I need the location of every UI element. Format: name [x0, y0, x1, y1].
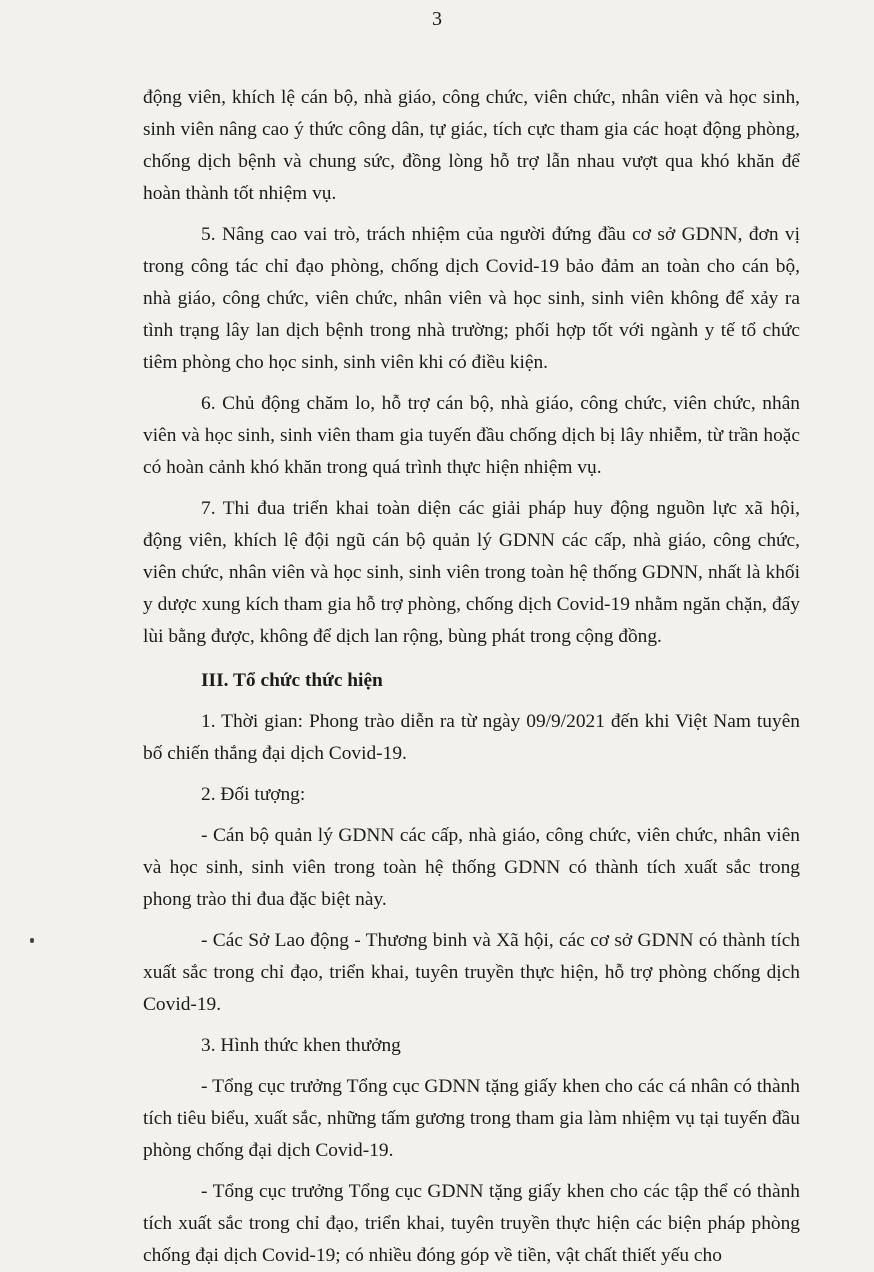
section-heading: III. Tổ chức thức hiện	[201, 670, 383, 691]
paragraph-subjects-organizations: - Các Sở Lao động - Thương binh và Xã hội, các cơ sở GDNN có thành tích xuất sắc trong chỉ đạo, triển khai, tuyên truyền thực hiện, hỗ trợ phòng chống dịch Covid-19.	[143, 930, 800, 1015]
paragraph-item-5: 5. Nâng cao vai trò, trách nhiệm của người đứng đầu cơ sở GDNN, đơn vị trong công tác chỉ đạo phòng, chống dịch Covid-19 bảo đảm an toàn cho cán bộ, nhà giáo, công chức, viên chức, nhân viên và học sinh, sinh viên không để xảy ra tình trạng lây lan dịch bệnh trong nhà trường; phối hợp tốt với ngành y tế tổ chức tiêm phòng cho học sinh, sinh viên khi có điều kiện.	[143, 224, 800, 373]
paragraph-item-6: 6. Chủ động chăm lo, hỗ trợ cán bộ, nhà giáo, công chức, viên chức, nhân viên và học sinh, sinh viên tham gia tuyến đầu chống dịch bị lây nhiễm, từ trần hoặc có hoàn cảnh khó khăn trong quá trình thực hiện nhiệm vụ.	[143, 393, 800, 478]
paragraph-award-title: 3. Hình thức khen thưởng	[201, 1035, 401, 1056]
document-body	[143, 82, 800, 1272]
paragraph-continuation: động viên, khích lệ cán bộ, nhà giáo, công chức, viên chức, nhân viên và học sinh, sinh viên nâng cao ý thức công dân, tự giác, tích cực tham gia các hoạt động phòng, chống dịch bệnh và chung sức, đồng lòng hỗ trợ lẫn nhau vượt qua khó khăn để hoàn thành tốt nhiệm vụ.	[143, 87, 800, 204]
paragraph-item-7: 7. Thi đua triển khai toàn diện các giải pháp huy động nguồn lực xã hội, động viên, khích lệ đội ngũ cán bộ quản lý GDNN các cấp, nhà giáo, công chức, viên chức, nhân viên và học sinh, sinh viên trong toàn hệ thống GDNN, nhất là khối y dược xung kích tham gia hỗ trợ phòng, chống dịch Covid-19 nhằm ngăn chặn, đẩy lùi bằng được, không để dịch lan rộng, bùng phát trong cộng đồng.	[143, 498, 800, 647]
paragraph-subjects-title: 2. Đối tượng:	[201, 784, 306, 805]
page-number: 3	[432, 8, 442, 30]
scan-speck	[30, 938, 34, 943]
paragraph-time: 1. Thời gian: Phong trào diễn ra từ ngày 09/9/2021 đến khi Việt Nam tuyên bố chiến thắng đại dịch Covid-19.	[143, 711, 800, 764]
paragraph-subjects-individuals: - Cán bộ quản lý GDNN các cấp, nhà giáo, công chức, viên chức, nhân viên và học sinh, sinh viên trong toàn hệ thống GDNN có thành tích xuất sắc trong phong trào thi đua đặc biệt này.	[143, 825, 800, 910]
paragraph-award-individuals: - Tổng cục trưởng Tổng cục GDNN tặng giấy khen cho các cá nhân có thành tích tiêu biểu, xuất sắc, những tấm gương trong tham gia làm nhiệm vụ tại tuyến đầu phòng chống đại dịch Covid-19.	[143, 1076, 800, 1161]
paragraph-award-collectives: - Tổng cục trưởng Tổng cục GDNN tặng giấy khen cho các tập thể có thành tích xuất sắc trong chỉ đạo, triển khai, tuyên truyền thực hiện các biện pháp phòng chống đại dịch Covid-19; có nhiều đóng góp về tiền, vật chất thiết yếu cho	[143, 1181, 800, 1266]
